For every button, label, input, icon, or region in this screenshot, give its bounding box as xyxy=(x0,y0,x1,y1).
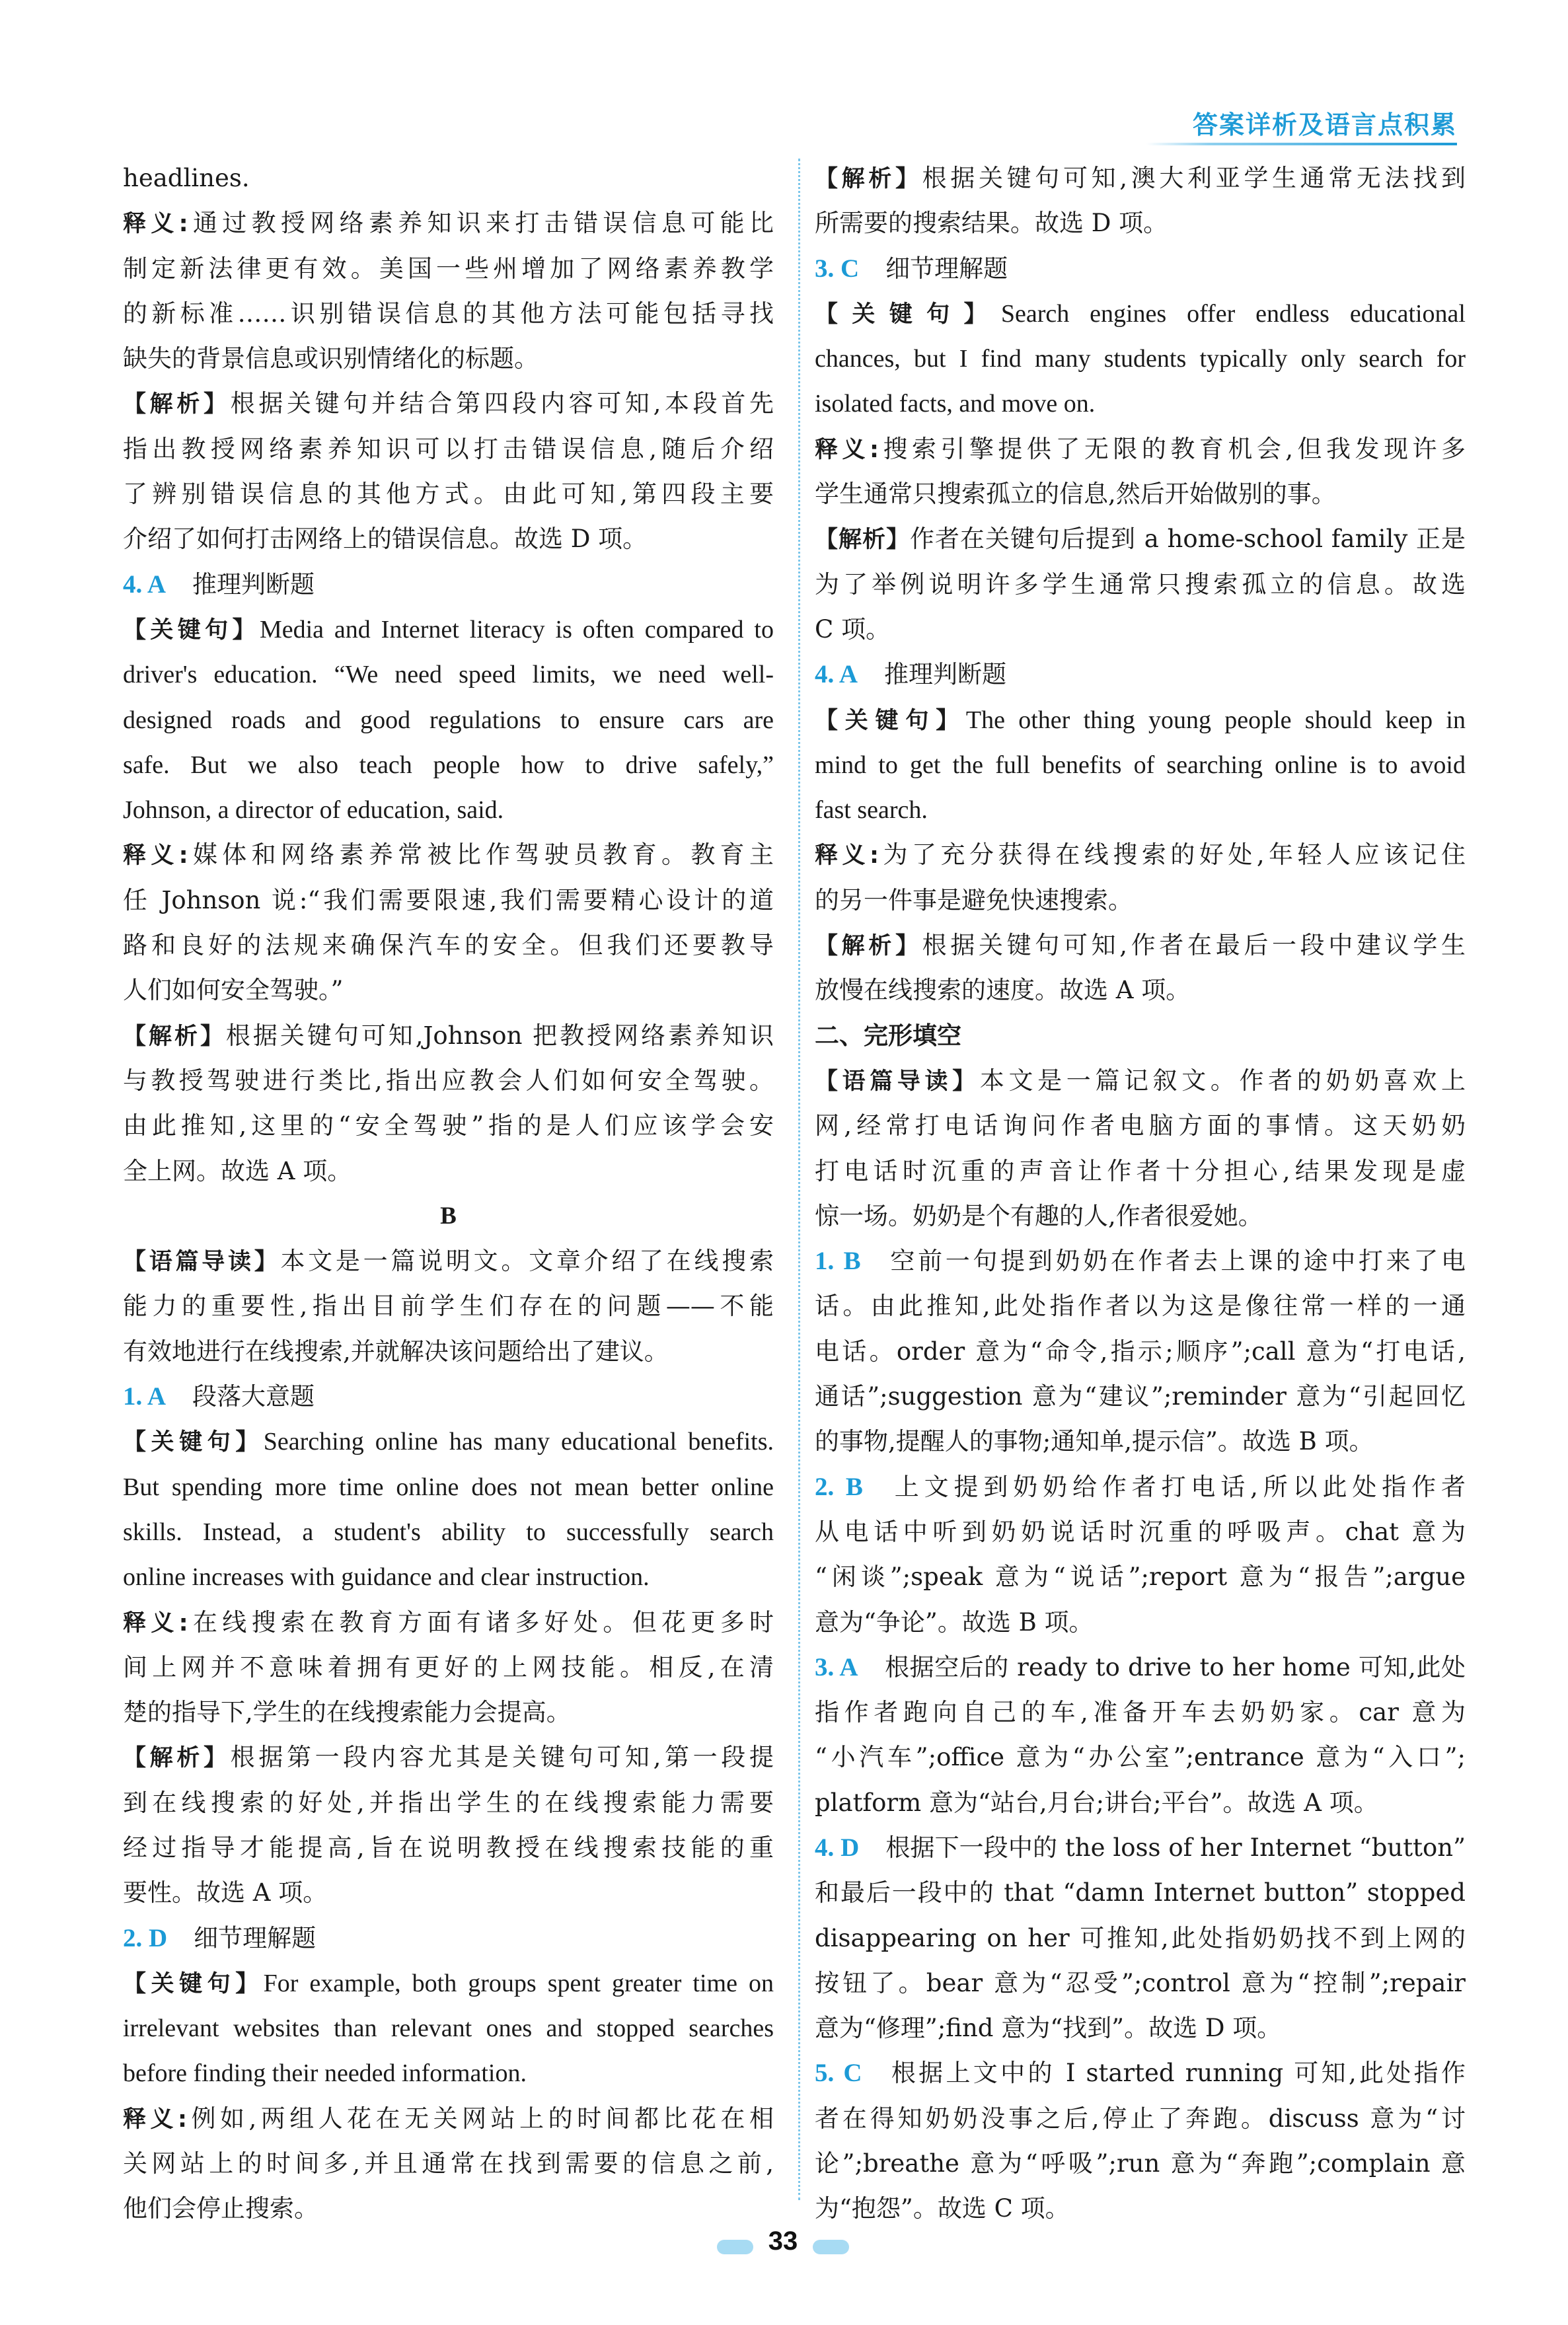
text-line xyxy=(123,1014,774,1058)
line-text: 关网站上的时间多,并且通常在找到需要的信息之前, xyxy=(123,2149,774,2178)
line-text: 经过指导才能提高,旨在说明教授在线搜索技能的重 xyxy=(123,1833,774,1862)
line-text: 全上网。故选 A 项。 xyxy=(123,1156,352,1185)
text-line xyxy=(123,652,774,697)
line-text: 本文是一篇说明文。文章介绍了在线搜索 xyxy=(280,1247,774,1276)
question-number: 1. A xyxy=(123,1382,167,1411)
text-line xyxy=(815,381,1466,426)
line-text: 根据第一段内容尤其是关键句可知,第一段提 xyxy=(230,1743,774,1772)
label-tag: 释义: xyxy=(123,842,188,869)
text-line xyxy=(815,1600,1466,1645)
text-line xyxy=(815,2051,1466,2096)
header-rule xyxy=(1146,143,1457,145)
text-line xyxy=(123,1555,774,1600)
question-number: 4. A xyxy=(123,570,167,599)
text-line xyxy=(815,1103,1466,1148)
line-text: For example, both groups spent greater time on xyxy=(263,1969,774,1997)
line-text: 根据下一段中的 the loss of her Internet “button” xyxy=(885,1833,1466,1862)
text-line xyxy=(815,427,1466,472)
line-text: 根据关键句并结合第四段内容可知,本段首先 xyxy=(230,389,774,418)
line-text: “小汽车”;office 意为“办公室”;entrance 意为“入口”; xyxy=(815,1743,1466,1772)
section-title xyxy=(815,1014,1466,1058)
text-line xyxy=(815,291,1466,336)
line-text: But spending more time online does not mean better online xyxy=(123,1473,774,1501)
text-line xyxy=(815,1374,1466,1419)
text-line xyxy=(123,156,774,201)
text-line xyxy=(815,517,1466,562)
line-text: 了辨别错误信息的其他方式。由此可知,第四段主要 xyxy=(123,480,774,509)
text-line xyxy=(815,2141,1466,2186)
text-line xyxy=(815,1735,1466,1780)
line-text: 从电话中听到奶奶说话时沉重的呼吸声。chat 意为 xyxy=(815,1517,1466,1546)
text-line xyxy=(123,968,774,1013)
line-text: 二、完形填空 xyxy=(815,1021,961,1050)
right-column xyxy=(815,156,1466,2232)
line-text: 为了举例说明许多学生通常只搜索孤立的信息。故选 xyxy=(815,570,1466,599)
line-text: 楚的指导下,学生的在线搜索能力会提高。 xyxy=(123,1698,571,1727)
line-text: 为了充分获得在线搜索的好处,年轻人应该记住 xyxy=(878,840,1466,869)
text-line xyxy=(815,607,1466,652)
line-text: Search engines offer endless educational xyxy=(1000,299,1466,328)
text-line xyxy=(123,1103,774,1148)
label-tag: 【关键句】 xyxy=(123,1970,264,1997)
label-tag: 【解析】 xyxy=(123,391,231,418)
line-text: 例如,两组人花在无关网站上的时间都比花在相 xyxy=(186,2104,774,2133)
text-line xyxy=(815,652,1466,697)
line-text: 按钮了。bear 意为“忍受”;control 意为“控制”;repair xyxy=(815,1968,1466,1997)
line-text: 人们如何安全驾驶。” xyxy=(123,976,344,1005)
line-text: Media and Internet literacy is often compared to xyxy=(259,615,774,644)
label-tag: 【解析】 xyxy=(123,1745,231,1772)
line-text: 空前一句提到奶奶在作者去上课的途中打来了电 xyxy=(887,1247,1466,1276)
line-text: before finding their needed information. xyxy=(123,2059,527,2088)
text-line xyxy=(123,472,774,517)
label-tag: 【解析】 xyxy=(815,527,910,554)
line-text: fast search. xyxy=(815,796,928,825)
line-text: 的事物,提醒人的事物;通知单,提示信”。故选 B 项。 xyxy=(815,1427,1374,1456)
text-line xyxy=(123,2186,774,2231)
text-line xyxy=(815,788,1466,832)
line-text: 网,经常打电话询问作者电脑方面的事情。这天奶奶 xyxy=(815,1111,1466,1140)
text-line xyxy=(815,1916,1466,1961)
line-text: 惊一场。奶奶是个有趣的人,作者很爱她。 xyxy=(815,1201,1263,1230)
text-line xyxy=(123,2006,774,2051)
text-line xyxy=(123,743,774,788)
line-text: 作者在关键句后提到 a home-school family 正是 xyxy=(910,525,1466,554)
page-number-decoration-right xyxy=(813,2240,849,2254)
line-text: 根据关键句可知,澳大利亚学生通常无法找到 xyxy=(922,164,1466,192)
line-text: online increases with guidance and clear instruction. xyxy=(123,1563,650,1592)
line-text: 上文提到奶奶给作者打电话,所以此处指作者 xyxy=(889,1472,1466,1501)
text-line xyxy=(123,2051,774,2096)
text-line xyxy=(123,1329,774,1374)
text-line xyxy=(123,1916,774,1961)
line-text: 的新标准……识别错误信息的其他方法可能包括寻找 xyxy=(123,299,774,328)
line-text: chances, but I find many students typically only search for xyxy=(815,345,1466,373)
line-text: 根据空后的 ready to drive to her home 可知,此处 xyxy=(884,1652,1466,1681)
line-text: 论”;breathe 意为“呼吸”;run 意为“奔跑”;complain 意 xyxy=(815,2149,1466,2178)
line-text: 话。由此推知,此处指作者以为这是像往常一样的一通 xyxy=(815,1292,1466,1321)
question-number: 2. D xyxy=(123,1923,168,1952)
line-text: 缺失的背景信息或识别情绪化的标题。 xyxy=(123,344,539,373)
text-line xyxy=(815,878,1466,923)
label-tag: 【关键句】 xyxy=(815,707,966,734)
text-line xyxy=(123,1465,774,1510)
line-text: 打电话时沉重的声音让作者十分担心,结果发现是虚 xyxy=(815,1156,1466,1185)
line-text: 通过教授网络素养知识来打击错误信息可能比 xyxy=(188,209,774,238)
page-footer xyxy=(717,2227,849,2266)
text-line xyxy=(123,1149,774,1194)
text-line xyxy=(123,1870,774,1915)
label-tag: 【解析】 xyxy=(815,933,922,960)
text-line xyxy=(123,1690,774,1735)
question-number: 4. A xyxy=(815,660,858,689)
text-line xyxy=(815,1419,1466,1464)
text-line xyxy=(815,2186,1466,2231)
line-text: 放慢在线搜索的速度。故选 A 项。 xyxy=(815,976,1191,1005)
text-line xyxy=(815,1690,1466,1735)
line-text: 要性。故选 A 项。 xyxy=(123,1878,328,1907)
text-line xyxy=(123,246,774,291)
line-text: “闲谈”;speak 意为“说话”;report 意为“报告”;argue xyxy=(815,1563,1466,1592)
line-text: 根据关键句可知,Johnson 把教授网络素养知识 xyxy=(225,1021,774,1050)
text-line xyxy=(123,291,774,336)
text-line xyxy=(815,1961,1466,2006)
question-number: 3. C xyxy=(815,254,860,283)
line-text: The other thing young people should keep in xyxy=(965,706,1466,734)
text-line xyxy=(123,832,774,877)
text-line xyxy=(123,1058,774,1103)
text-line xyxy=(123,517,774,562)
line-text: 媒体和网络素养常被比作驾驶员教育。教育主 xyxy=(188,840,774,869)
line-text: platform 意为“站台,月台;讲台;平台”。故选 A 项。 xyxy=(815,1788,1378,1817)
line-text: 到在线搜索的好处,并指出学生的在线搜索能力需要 xyxy=(123,1788,774,1817)
line-text: 任 Johnson 说:“我们需要限速,我们需要精心设计的道 xyxy=(123,885,774,914)
text-line xyxy=(815,246,1466,291)
line-text: 由此推知,这里的“安全驾驶”指的是人们应该学会安 xyxy=(123,1111,774,1140)
question-number: 3. A xyxy=(815,1652,858,1681)
text-line xyxy=(123,1374,774,1419)
text-line xyxy=(815,1645,1466,1690)
label-tag: 释义: xyxy=(123,1609,188,1637)
text-line xyxy=(123,1961,774,2006)
line-text: 他们会停止搜索。 xyxy=(123,2194,318,2223)
text-line xyxy=(815,1510,1466,1555)
text-line xyxy=(815,1239,1466,1284)
line-text: 介绍了如何打击网络上的错误信息。故选 D 项。 xyxy=(123,525,648,554)
label-tag: 【关键句】 xyxy=(123,616,260,644)
label-tag: 释义: xyxy=(123,211,188,238)
line-text: Searching online has many educational benefits. xyxy=(263,1428,774,1456)
text-line xyxy=(815,156,1466,201)
label-tag: 释义: xyxy=(815,436,879,463)
text-line xyxy=(815,2006,1466,2051)
line-text: 电话。order 意为“命令,指示;顺序”;call 意为“打电话, xyxy=(815,1337,1466,1366)
line-text: 者在得知奶奶没事之后,停止了奔跑。discuss 意为“讨 xyxy=(815,2104,1466,2133)
line-text: Johnson, a director of education, said. xyxy=(123,796,504,825)
text-line xyxy=(123,201,774,246)
text-line xyxy=(815,1555,1466,1600)
line-text: mind to get the full benefits of searching online is to avoid xyxy=(815,751,1466,779)
line-text: 指出教授网络素养知识可以打击错误信息,随后介绍 xyxy=(123,434,774,463)
text-line xyxy=(815,1149,1466,1194)
line-text: 学生通常只搜索孤立的信息,然后开始做别的事。 xyxy=(815,480,1336,509)
text-line xyxy=(815,2096,1466,2141)
label-tag: 【解析】 xyxy=(123,1023,226,1050)
line-text: 为“抱怨”。故选 C 项。 xyxy=(815,2194,1070,2223)
line-text: 细节理解题 xyxy=(194,1923,317,1952)
question-number: 5. C xyxy=(815,2059,862,2088)
text-line xyxy=(123,562,774,607)
line-text: irrelevant websites than relevant ones and stopped searches xyxy=(123,2014,774,2043)
text-line xyxy=(123,607,774,652)
section-heading xyxy=(123,1194,774,1239)
label-tag: 【关键句】 xyxy=(123,1429,264,1456)
text-line xyxy=(815,1781,1466,1826)
line-text: 推理判断题 xyxy=(192,570,315,599)
line-text: 通话”;suggestion 意为“建议”;reminder 意为“引起回忆 xyxy=(815,1382,1466,1411)
line-text: 制定新法律更有效。美国一些州增加了网络素养教学 xyxy=(123,254,774,283)
text-line xyxy=(123,1781,774,1826)
text-line xyxy=(815,1329,1466,1374)
line-text: headlines. xyxy=(123,164,250,192)
text-line xyxy=(123,698,774,743)
text-line xyxy=(123,381,774,426)
text-line xyxy=(815,698,1466,743)
label-tag: 【语篇导读】 xyxy=(123,1249,281,1276)
text-line xyxy=(123,1645,774,1690)
text-line xyxy=(815,1284,1466,1329)
text-line xyxy=(123,1239,774,1284)
column-divider xyxy=(798,159,800,2200)
label-tag: 【关键句】 xyxy=(815,301,1001,328)
line-text: 在线搜索在教育方面有诸多好处。但花更多时 xyxy=(188,1607,774,1637)
line-text: 间上网并不意味着拥有更好的上网技能。相反,在清 xyxy=(123,1652,774,1681)
left-column xyxy=(123,156,774,2232)
question-number: 2. B xyxy=(815,1472,863,1501)
line-text: 所需要的搜索结果。故选 D 项。 xyxy=(815,209,1168,238)
text-line xyxy=(123,923,774,968)
label-tag: 释义: xyxy=(123,2106,187,2133)
text-line xyxy=(815,1870,1466,1915)
line-text: designed roads and good regulations to ensure cars are xyxy=(123,706,774,734)
text-line xyxy=(815,336,1466,381)
line-text: 本文是一篇记叙文。作者的奶奶喜欢上 xyxy=(979,1066,1466,1095)
line-text: isolated facts, and move on. xyxy=(815,390,1096,418)
line-text: C 项。 xyxy=(815,614,891,644)
line-text: B xyxy=(440,1202,457,1230)
line-text: 推理判断题 xyxy=(884,660,1007,689)
text-line xyxy=(815,923,1466,968)
text-line xyxy=(815,743,1466,788)
text-line xyxy=(123,1510,774,1555)
text-line xyxy=(815,1194,1466,1239)
text-line xyxy=(815,562,1466,607)
page-header xyxy=(991,99,1457,152)
line-text: driver's education. “We need speed limits, we need well- xyxy=(123,661,774,689)
line-text: 能力的重要性,指出目前学生们存在的问题——不能 xyxy=(123,1292,774,1321)
text-line xyxy=(123,1826,774,1870)
question-number: 1. B xyxy=(815,1247,861,1276)
line-text: 细节理解题 xyxy=(885,254,1008,283)
label-tag: 【解析】 xyxy=(815,166,922,192)
line-text: 意为“争论”。故选 B 项。 xyxy=(815,1607,1094,1637)
text-line xyxy=(815,1465,1466,1510)
text-line xyxy=(815,201,1466,246)
line-text: safe. But we also teach people how to drive safely,” xyxy=(123,751,774,779)
text-line xyxy=(815,1826,1466,1870)
line-text: 与教授驾驶进行类比,指出应教会人们如何安全驾驶。 xyxy=(123,1066,774,1095)
text-line xyxy=(815,1058,1466,1103)
header-title: 答案详析及语言点积累 xyxy=(1192,110,1457,139)
text-line xyxy=(123,1419,774,1464)
text-line xyxy=(123,1284,774,1329)
line-text: 指作者跑向自己的车,准备开车去奶奶家。car 意为 xyxy=(815,1698,1466,1727)
page-number: 33 xyxy=(768,2227,798,2256)
line-text: 和最后一段中的 that “damn Internet button” stopped xyxy=(815,1878,1466,1907)
line-text: 路和良好的法规来确保汽车的安全。但我们还要教导 xyxy=(123,931,774,960)
text-line xyxy=(123,2141,774,2186)
line-text: disappearing on her 可推知,此处指奶奶找不到上网的 xyxy=(815,1923,1466,1952)
text-line xyxy=(123,1600,774,1645)
line-text: 根据关键句可知,作者在最后一段中建议学生 xyxy=(922,931,1466,960)
line-text: skills. Instead, a student's ability to successfully search xyxy=(123,1518,774,1546)
line-text: 段落大意题 xyxy=(192,1382,315,1411)
label-tag: 【语篇导读】 xyxy=(815,1068,980,1095)
line-text: 意为“修理”;find 意为“找到”。故选 D 项。 xyxy=(815,2014,1282,2043)
question-number: 4. D xyxy=(815,1833,860,1862)
text-line xyxy=(123,427,774,472)
text-line xyxy=(123,1735,774,1780)
line-text: 根据上文中的 I started running 可知,此处指作 xyxy=(888,2059,1466,2088)
text-line xyxy=(815,472,1466,517)
line-text: 的另一件事是避免快速搜索。 xyxy=(815,885,1133,914)
text-line xyxy=(123,336,774,381)
text-line xyxy=(123,788,774,832)
text-line xyxy=(815,832,1466,877)
text-line xyxy=(123,878,774,923)
text-line xyxy=(815,968,1466,1013)
label-tag: 释义: xyxy=(815,842,879,869)
line-text: 有效地进行在线搜索,并就解决该问题给出了建议。 xyxy=(123,1337,669,1366)
line-text: 搜索引擎提供了无限的教育机会,但我发现许多 xyxy=(878,434,1466,463)
text-line xyxy=(123,2096,774,2141)
